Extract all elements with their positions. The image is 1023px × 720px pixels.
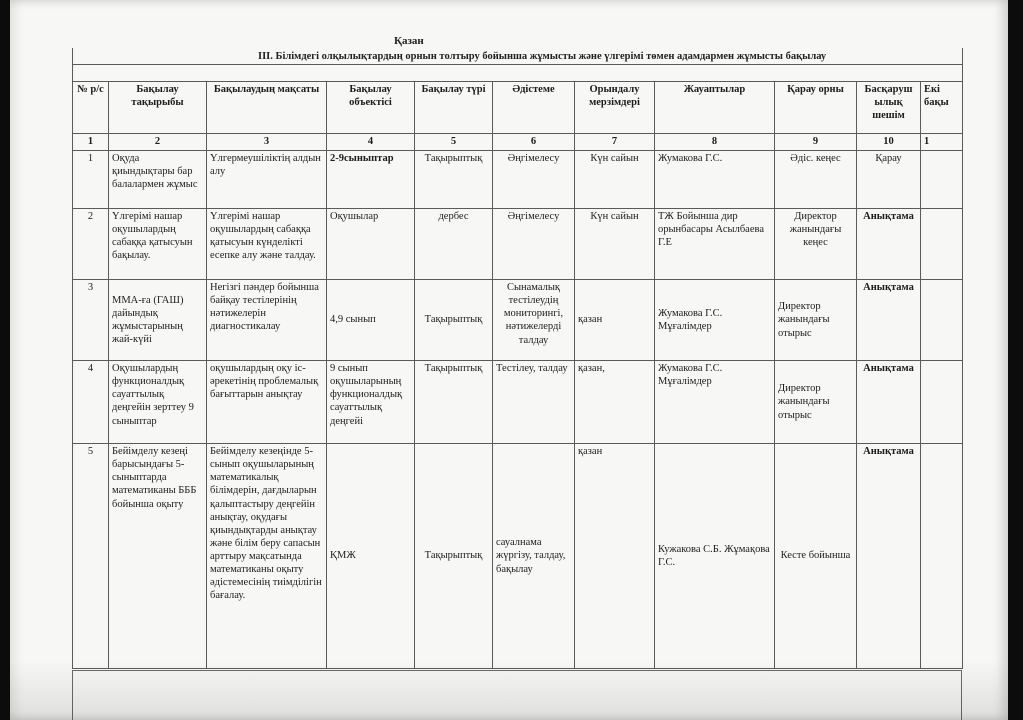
goal-cell: оқушылардың оқу іс-әрекетінің проблемалық бағыттарын анықтау [207, 361, 327, 444]
deadline-cell: Күн сайын [575, 209, 655, 280]
method-cell: Сынамалық тестілеудің мониторингі, нәтижелерді талдау [493, 280, 575, 361]
type-cell: Тақырыптық [415, 444, 493, 669]
goal-cell: Негізгі пәндер бойынша байқау тестілерінің нәтижелерін диагностикалау [207, 280, 327, 361]
col-number: 6 [493, 134, 575, 151]
row-number: 3 [73, 280, 109, 361]
col-header: Басқаруш ылық шешім [857, 82, 921, 134]
place-cell: Директор жанындағы отырыс [775, 361, 857, 444]
col-number: 1 [921, 134, 963, 151]
empty-cell [921, 280, 963, 361]
deadline-cell: қазан [575, 280, 655, 361]
col-header: Бақылау тақырыбы [109, 82, 207, 134]
col-header: Бақылау түрі [415, 82, 493, 134]
column-number-row [73, 134, 963, 151]
place-cell: Әдіс. кеңес [775, 151, 857, 209]
table-row [73, 151, 963, 209]
decision-cell: Анықтама [857, 209, 921, 280]
table-row [73, 280, 963, 361]
topic-cell: Оқуда қиындықтары бар балалармен жұмыс [109, 151, 207, 209]
table-row [73, 209, 963, 280]
responsible-cell: Жумакова Г.С. Мұғалімдер [655, 280, 775, 361]
decision-cell: Анықтама [857, 280, 921, 361]
object-cell: 2-9сыныптар [327, 151, 415, 209]
col-header: Жауаптылар [655, 82, 775, 134]
col-number: 3 [207, 134, 327, 151]
empty-cell [921, 209, 963, 280]
responsible-cell: Жумакова Г.С. [655, 151, 775, 209]
col-number: 2 [109, 134, 207, 151]
decision-cell: Анықтама [857, 444, 921, 669]
col-number: 10 [857, 134, 921, 151]
goal-cell: Үлгерімі нашар оқушылардың сабаққа қатысуын күнделікті есепке алу және талдау. [207, 209, 327, 280]
method-cell: Тестілеу, талдау [493, 361, 575, 444]
row-number: 2 [73, 209, 109, 280]
empty-cell [921, 151, 963, 209]
row-number: 1 [73, 151, 109, 209]
table-row [73, 361, 963, 444]
col-number: 9 [775, 134, 857, 151]
col-header: № р/с [73, 82, 109, 134]
next-page-table-edge [72, 670, 962, 720]
month-label: Қазан [394, 35, 424, 47]
method-cell: Әңгімелесу [493, 151, 575, 209]
place-cell: Кесте бойынша [775, 444, 857, 669]
deadline-cell: қазан, [575, 361, 655, 444]
col-header: Қарау орны [775, 82, 857, 134]
object-cell: ҚМЖ [327, 444, 415, 669]
topic-cell: Үлгерімі нашар оқушылардың сабаққа қатысуын бақылау. [109, 209, 207, 280]
topic-cell: Бейімделу кезеңі барысындағы 5-сыныптарда математиканы БББ бойынша оқыту [109, 444, 207, 669]
responsible-cell: Кужакова С.Б. Жұмақова Г.С. [655, 444, 775, 669]
table-row [73, 444, 963, 669]
decision-cell: Анықтама [857, 361, 921, 444]
object-cell: Оқушылар [327, 209, 415, 280]
place-cell: Директор жанындағы отырыс [775, 280, 857, 361]
deadline-cell: Күн сайын [575, 151, 655, 209]
deadline-cell: қазан [575, 444, 655, 669]
type-cell: Тақырыптық [415, 361, 493, 444]
goal-cell: Үлгермеушіліктің алдын алу [207, 151, 327, 209]
empty-cell [921, 444, 963, 669]
topic-cell: ММА-ға (ГАШ) дайындық жұмыстарының жай-күйі [109, 280, 207, 361]
method-cell: сауалнама жүргізу, талдау, бақылау [493, 444, 575, 669]
col-header: Орындалу мерзімдері [575, 82, 655, 134]
col-number: 5 [415, 134, 493, 151]
control-table [72, 48, 963, 669]
col-header: Әдістеме [493, 82, 575, 134]
row-number: 4 [73, 361, 109, 444]
section-title-row [73, 65, 963, 82]
col-number: 4 [327, 134, 415, 151]
col-number: 1 [73, 134, 109, 151]
empty-cell [921, 361, 963, 444]
document-page [10, 0, 1008, 720]
object-cell: 9 сынып оқушыларының функционалдық сауаттылық деңгейі [327, 361, 415, 444]
type-cell: Тақырыптық [415, 280, 493, 361]
decision-cell: Қарау [857, 151, 921, 209]
place-cell: Директор жанындағы кеңес [775, 209, 857, 280]
col-number: 8 [655, 134, 775, 151]
col-number: 7 [575, 134, 655, 151]
type-cell: Тақырыптық [415, 151, 493, 209]
col-header: Бақылау объектісі [327, 82, 415, 134]
topic-cell: Оқушылардың функционалдық сауаттылық деңгейін зерттеу 9 сыныптар [109, 361, 207, 444]
type-cell: дербес [415, 209, 493, 280]
section-title: ІІІ. Білімдегі олқылықтардың орнын толтыру бойынша жұмысты және үлгерімі төмен адамдармен жұмысты бақылау [258, 51, 827, 62]
header-row [73, 82, 963, 134]
responsible-cell: ТЖ Бойынша дир орынбасары Асылбаева Г.Е [655, 209, 775, 280]
method-cell: Әңгімелесу [493, 209, 575, 280]
row-number: 5 [73, 444, 109, 669]
responsible-cell: Жумакова Г.С. Мұғалімдер [655, 361, 775, 444]
object-cell: 4,9 сынып [327, 280, 415, 361]
col-header: Бақылаудың мақсаты [207, 82, 327, 134]
col-header: Екі бақы [921, 82, 963, 134]
goal-cell: Бейімделу кезеңінде 5-сынып оқушыларының математикалық білімдерін, дағдыларын қалыптастыру деңгейін анықтау, оқудағы қиындықтарды анықтау және білім беру сапасын арттыру мақсатында математиканы оқыту әдістемесінің тиімділігін бағалау. [207, 444, 327, 669]
